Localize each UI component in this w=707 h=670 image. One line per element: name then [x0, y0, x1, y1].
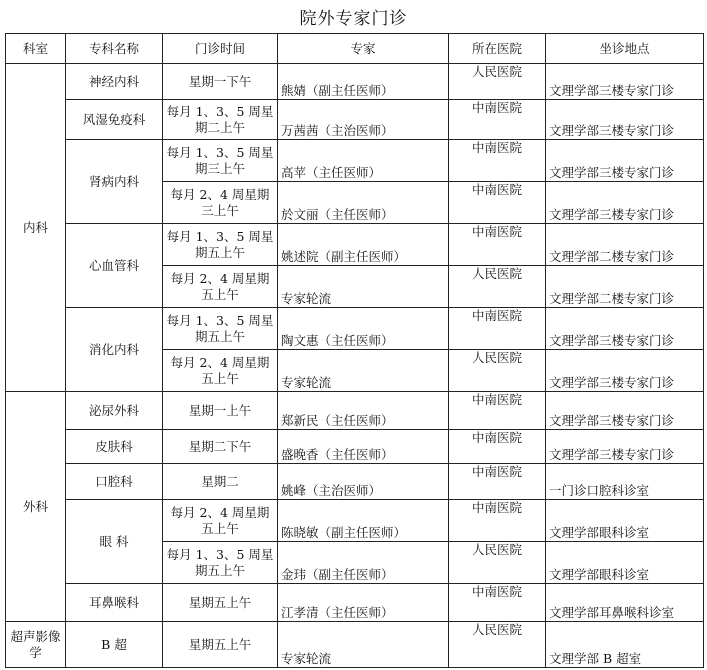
- table-row: [6, 584, 704, 622]
- table-row: [6, 140, 704, 182]
- location-cell: 文理学部三楼专家门诊: [546, 100, 704, 140]
- dept-cell: 外科: [6, 392, 66, 622]
- specialty-cell: 耳鼻喉科: [66, 584, 163, 622]
- time-cell: 星期二下午: [163, 430, 278, 464]
- time-cell: 星期五上午: [163, 584, 278, 622]
- hospital-cell: 中南医院: [449, 100, 546, 140]
- expert-cell: 金玮（副主任医师）: [278, 542, 449, 584]
- time-cell: 星期一下午: [163, 64, 278, 100]
- expert-cell: 郑新民（主任医师）: [278, 392, 449, 430]
- specialty-cell: 口腔科: [66, 464, 163, 500]
- schedule-body: [6, 64, 704, 668]
- expert-cell: 陈晓敏（副主任医师）: [278, 500, 449, 542]
- table-row: [6, 100, 704, 140]
- table-row: [6, 64, 704, 100]
- table-row: [6, 500, 704, 542]
- table-row: [6, 622, 704, 668]
- hospital-cell: 人民医院: [449, 266, 546, 308]
- location-cell: 文理学部三楼专家门诊: [546, 350, 704, 392]
- hospital-cell: 中南医院: [449, 500, 546, 542]
- expert-cell: 於文丽（主任医师）: [278, 182, 449, 224]
- header-hospital: 所在医院: [449, 34, 546, 64]
- time-cell: 每月 2、4 周星期五上午: [163, 500, 278, 542]
- hospital-cell: 中南医院: [449, 392, 546, 430]
- specialty-cell: 皮肤科: [66, 430, 163, 464]
- expert-cell: 万茜茜（主治医师）: [278, 100, 449, 140]
- expert-cell: 熊婧（副主任医师）: [278, 64, 449, 100]
- specialty-cell: 肾病内科: [66, 140, 163, 224]
- location-cell: 文理学部二楼专家门诊: [546, 266, 704, 308]
- time-cell: 每月 2、4 周星期五上午: [163, 266, 278, 308]
- header-specialty: 专科名称: [66, 34, 163, 64]
- hospital-cell: 中南医院: [449, 430, 546, 464]
- time-cell: 每月 1、3、5 周星期三上午: [163, 140, 278, 182]
- specialty-cell: 心血管科: [66, 224, 163, 308]
- table-row: [6, 308, 704, 350]
- time-cell: 每月 1、3、5 周星期五上午: [163, 542, 278, 584]
- schedule-table: [5, 33, 704, 668]
- time-cell: 星期一上午: [163, 392, 278, 430]
- table-row: [6, 392, 704, 430]
- expert-cell: 姚述院（副主任医师）: [278, 224, 449, 266]
- table-row: [6, 430, 704, 464]
- location-cell: 文理学部 B 超室: [546, 622, 704, 668]
- expert-cell: 高苹（主任医师）: [278, 140, 449, 182]
- specialty-cell: 泌尿外科: [66, 392, 163, 430]
- expert-cell: 专家轮流: [278, 350, 449, 392]
- expert-cell: 江孝清（主任医师）: [278, 584, 449, 622]
- dept-cell: 超声影像学: [6, 622, 66, 668]
- location-cell: 文理学部三楼专家门诊: [546, 392, 704, 430]
- time-cell: 每月 2、4 周星期三上午: [163, 182, 278, 224]
- time-cell: 星期五上午: [163, 622, 278, 668]
- hospital-cell: 人民医院: [449, 622, 546, 668]
- location-cell: 一门诊口腔科诊室: [546, 464, 704, 500]
- specialty-cell: 风湿免疫科: [66, 100, 163, 140]
- time-cell: 每月 1、3、5 周星期五上午: [163, 224, 278, 266]
- table-row: [6, 464, 704, 500]
- location-cell: 文理学部眼科诊室: [546, 542, 704, 584]
- location-cell: 文理学部三楼专家门诊: [546, 182, 704, 224]
- header-dept: 科室: [6, 34, 66, 64]
- location-cell: 文理学部二楼专家门诊: [546, 224, 704, 266]
- location-cell: 文理学部三楼专家门诊: [546, 140, 704, 182]
- location-cell: 文理学部眼科诊室: [546, 500, 704, 542]
- header-time: 门诊时间: [163, 34, 278, 64]
- hospital-cell: 人民医院: [449, 542, 546, 584]
- dept-cell: 内科: [6, 64, 66, 392]
- header-row: [6, 34, 704, 64]
- time-cell: 每月 2、4 周星期五上午: [163, 350, 278, 392]
- location-cell: 文理学部耳鼻喉科诊室: [546, 584, 704, 622]
- hospital-cell: 中南医院: [449, 182, 546, 224]
- expert-cell: 专家轮流: [278, 622, 449, 668]
- time-cell: 每月 1、3、5 周星期二上午: [163, 100, 278, 140]
- page-title: 院外专家门诊: [299, 9, 408, 29]
- hospital-cell: 人民医院: [449, 64, 546, 100]
- specialty-cell: 眼 科: [66, 500, 163, 584]
- header-expert: 专家: [278, 34, 449, 64]
- location-cell: 文理学部三楼专家门诊: [546, 430, 704, 464]
- table-row: [6, 224, 704, 266]
- expert-cell: 姚峰（主治医师）: [278, 464, 449, 500]
- hospital-cell: 中南医院: [449, 140, 546, 182]
- expert-cell: 盛晚香（主任医师）: [278, 430, 449, 464]
- hospital-cell: 中南医院: [449, 464, 546, 500]
- expert-cell: 专家轮流: [278, 266, 449, 308]
- specialty-cell: 消化内科: [66, 308, 163, 392]
- time-cell: 每月 1、3、5 周星期五上午: [163, 308, 278, 350]
- header-location: 坐诊地点: [546, 34, 704, 64]
- hospital-cell: 人民医院: [449, 350, 546, 392]
- hospital-cell: 中南医院: [449, 308, 546, 350]
- hospital-cell: 中南医院: [449, 584, 546, 622]
- time-cell: 星期二: [163, 464, 278, 500]
- location-cell: 文理学部三楼专家门诊: [546, 308, 704, 350]
- specialty-cell: B 超: [66, 622, 163, 668]
- location-cell: 文理学部三楼专家门诊: [546, 64, 704, 100]
- specialty-cell: 神经内科: [66, 64, 163, 100]
- hospital-cell: 中南医院: [449, 224, 546, 266]
- expert-cell: 陶文惠（主任医师）: [278, 308, 449, 350]
